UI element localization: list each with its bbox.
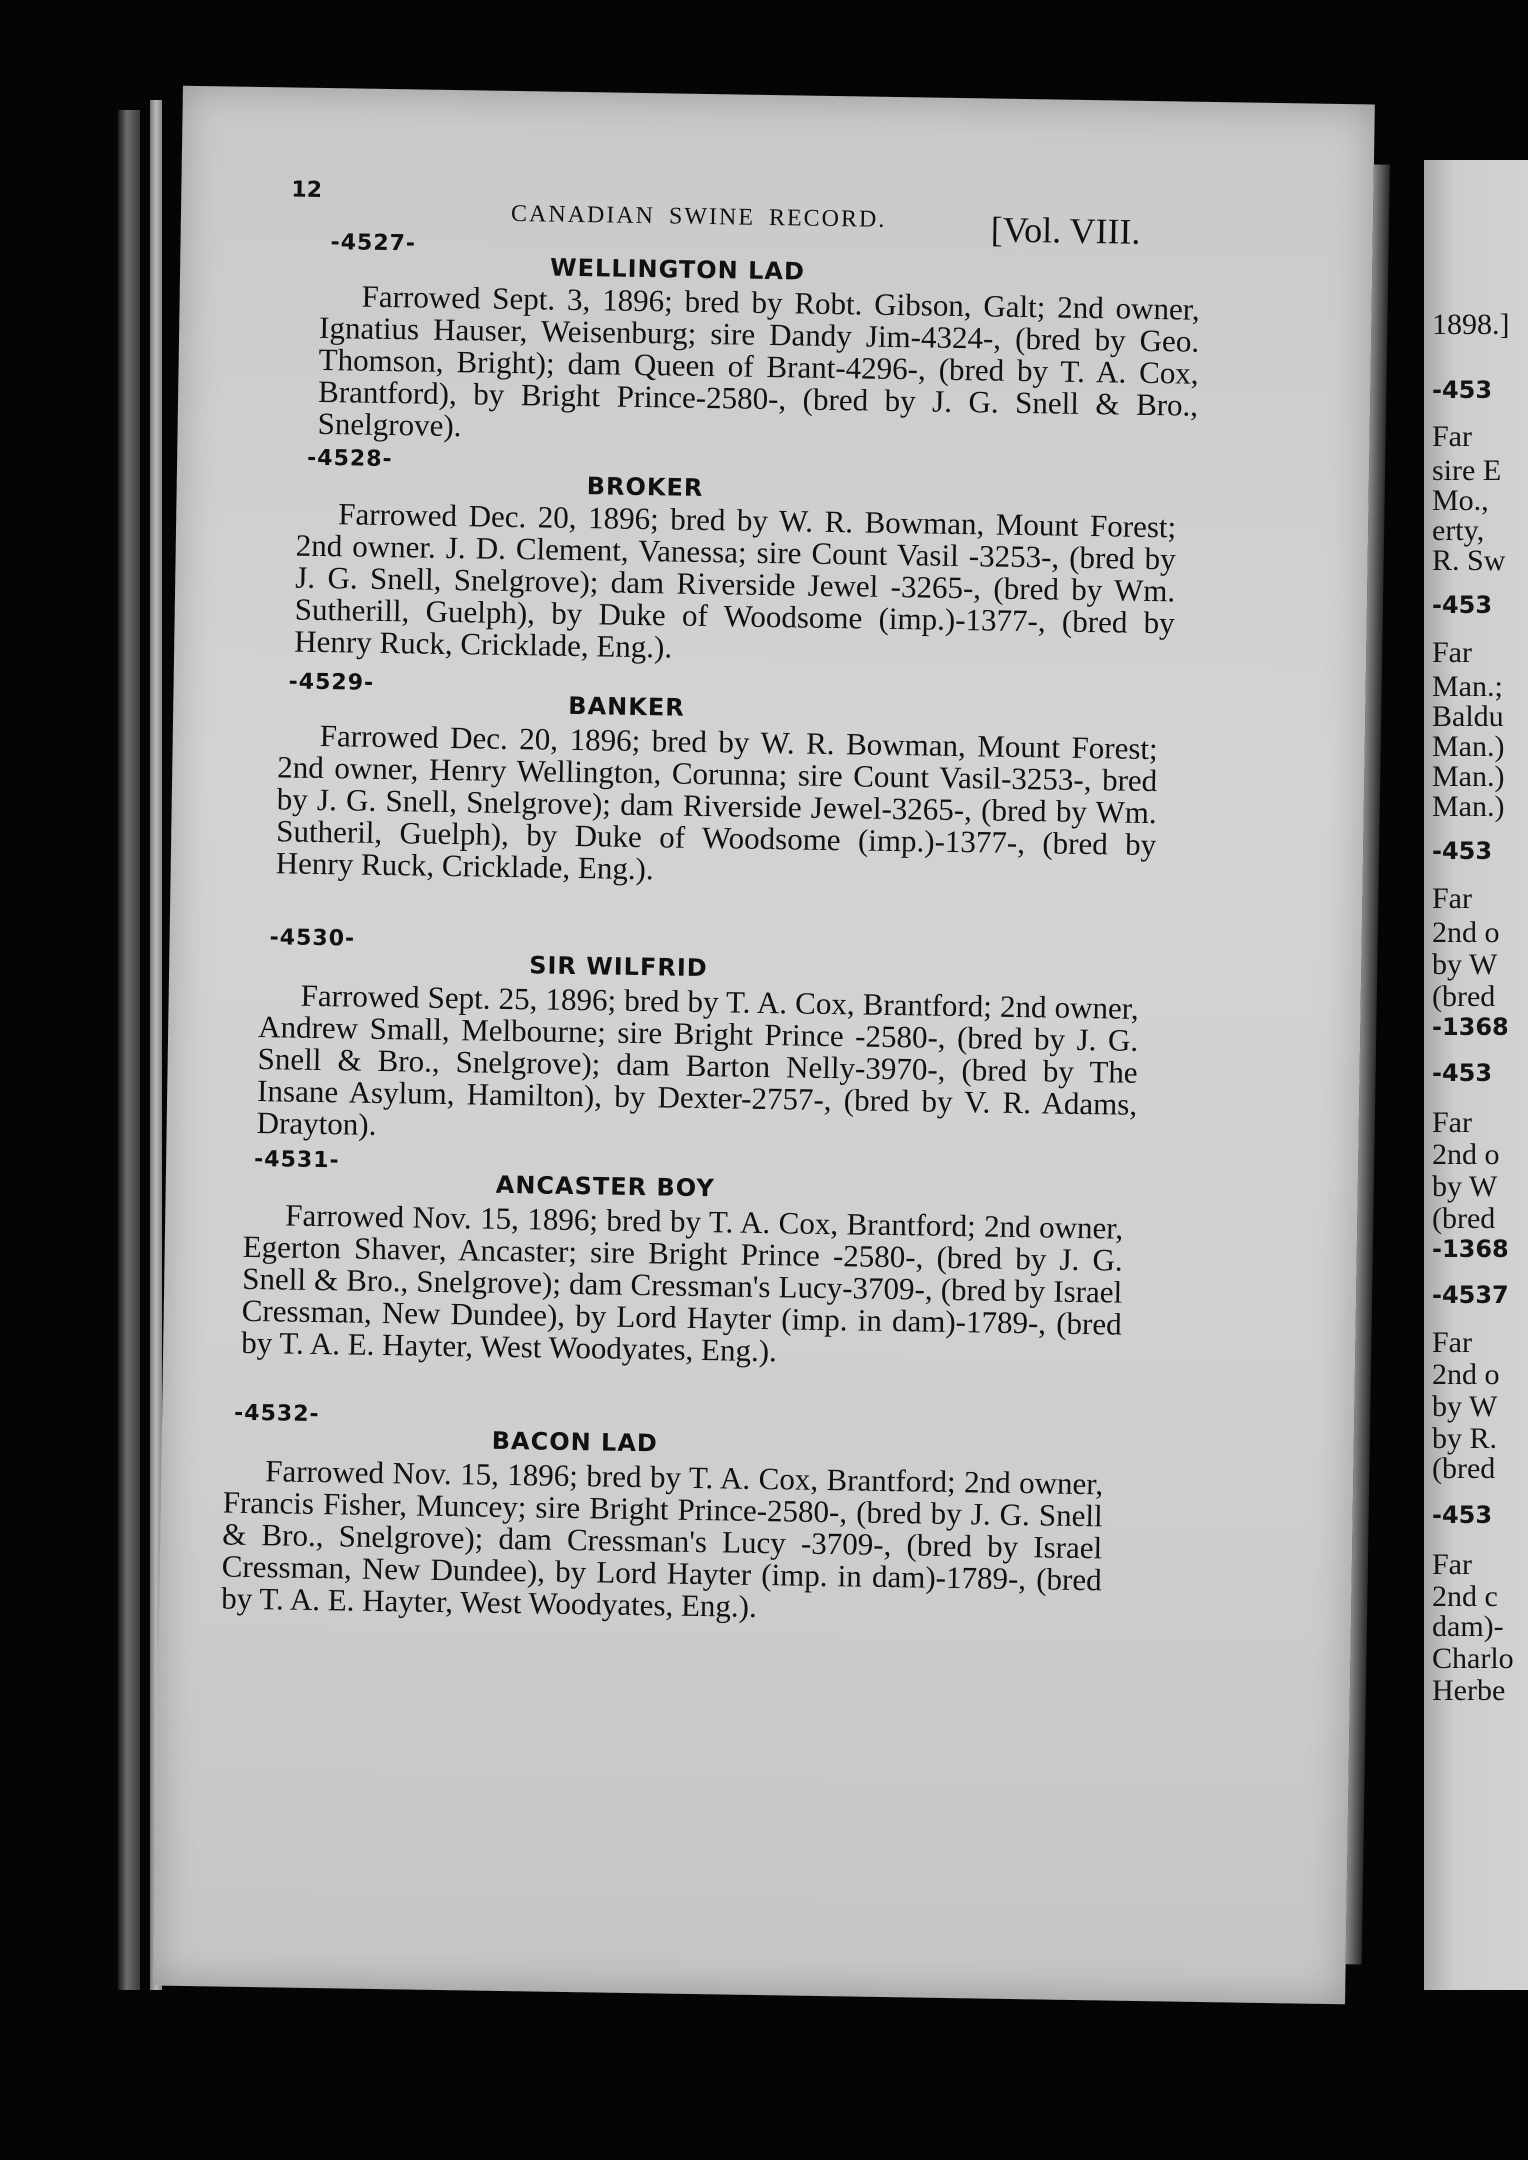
facing-page-line: 2nd o (1432, 1358, 1500, 1391)
facing-page-line: Far (1432, 882, 1472, 915)
entry-description: Farrowed Sept. 3, 1896; bred by Robt. Gibson, Galt; 2nd owner, Ignatius Hauser, Weisenburg; sire Dandy Jim-4324-, (bred by Geo. Thomson, Bright); dam Queen of Brant-4296-, (bred by T. A. Cox, Brantford), by Bright Prince-2580-, (bred by J. G. Snell & Bro., Snelgrove). (317, 278, 1200, 444)
facing-page-line: (bred (1432, 1452, 1496, 1485)
facing-page-line: -453 (1432, 591, 1493, 619)
facing-page-line: -1368 (1432, 1013, 1509, 1041)
facing-page-line: Far (1432, 636, 1472, 669)
page-number: 12 (291, 177, 323, 203)
entry-description: Farrowed Nov. 15, 1896; bred by T. A. Cox, Brantford; 2nd owner, Egerton Shaver, Ancaster; sire Bright Prince -2580-, (bred by J. G. Snell & Bro., Snelgrove); dam Cressman's Lucy-3709-, (bred by Israel Cressman, New Dundee), by Lord Hayter (imp. in dam)-1789-, (bred by T. A. E. Hayter, West Woodyates, Eng.). (240, 1197, 1124, 1369)
facing-page-line: Man.) (1432, 760, 1505, 793)
entry-name: WELLINGTON LAD (549, 253, 806, 286)
entry-number: -4532- (233, 1400, 320, 1428)
facing-page-line: R. Sw (1432, 544, 1506, 577)
page-content (153, 86, 1375, 2004)
facing-page-line: Man.) (1432, 790, 1505, 823)
facing-page-line: by R. (1432, 1422, 1498, 1455)
facing-page-line: -453 (1432, 1501, 1493, 1529)
facing-page-line: Far (1432, 420, 1472, 453)
facing-page-line: Far (1432, 1326, 1472, 1359)
facing-page-line: Man.) (1432, 730, 1505, 763)
entry-description: Farrowed Nov. 15, 1896; bred by T. A. Cox, Brantford; 2nd owner, Francis Fisher, Muncey; sire Bright Prince-2580-, (bred by J. G. Snell & Bro., Snelgrove); dam Cressman's Lucy -3709-, (bred by Israel Cressman, New Dundee), by Lord Hayter (imp. in dam)-1789-, (bred by T. A. E. Hayter, West Woodyates, Eng.). (220, 1453, 1104, 1624)
facing-page-line: by W (1432, 948, 1498, 981)
entry-number: -4529- (288, 669, 375, 696)
facing-page-line: -453 (1432, 837, 1493, 865)
facing-page-line: Charlo (1432, 1642, 1514, 1675)
entry-name: SIR WILFRID (529, 951, 708, 983)
entry-number: -4531- (253, 1147, 340, 1174)
volume-label: [Vol. VIII. (990, 209, 1141, 252)
facing-page-line: 1898.] (1432, 308, 1510, 341)
facing-page-line: -1368 (1432, 1235, 1509, 1263)
facing-page-line: -4537 (1432, 1281, 1509, 1309)
facing-page-line: dam)- (1432, 1610, 1504, 1643)
entry-description: Farrowed Dec. 20, 1896; bred by W. R. Bowman, Mount Forest; 2nd owner. J. D. Clement, Vanessa; sire Count Vasil -3253-, (bred by J. G. Snell, Snelgrove); dam Riverside Jewel -3265-, (bred by Wm. Sutherill, Guelph), by Duke of Woodsome (imp.)-1377-, (bred by Henry Ruck, Cricklade, Eng.). (294, 496, 1177, 665)
facing-page-line: 2nd o (1432, 1138, 1500, 1171)
running-title: CANADIAN SWINE RECORD. (510, 200, 887, 233)
entry-name: ANCASTER BOY (495, 1170, 715, 1203)
facing-page-line: Far (1432, 1106, 1472, 1139)
facing-page-line: 2nd c (1432, 1580, 1498, 1613)
left-page (153, 86, 1375, 2004)
facing-page-fragment (1424, 160, 1528, 1990)
entry-name: BROKER (586, 472, 704, 502)
facing-page-line: Far (1432, 1548, 1472, 1581)
facing-page-line: 2nd o (1432, 916, 1500, 949)
entry-name: BANKER (568, 691, 685, 722)
facing-page-line: (bred (1432, 980, 1496, 1013)
facing-page-line: Man.; (1432, 670, 1503, 703)
facing-page-line: -453 (1432, 376, 1493, 404)
entry-description: Farrowed Sept. 25, 1896; bred by T. A. Cox, Brantford; 2nd owner, Andrew Small, Melbourne; sire Bright Prince -2580-, (bred by J. G. Snell & Bro., Snelgrove); dam Barton Nelly-3970-, (bred by The Insane Asylum, Hamilton), by Dexter-2757-, (bred by V. R. Adams, Drayton). (256, 977, 1139, 1142)
facing-page-line: Herbe (1432, 1674, 1506, 1707)
facing-page-line: erty, (1432, 514, 1485, 547)
entry-number: -4530- (269, 925, 356, 952)
book-spine-shadow (118, 110, 140, 1990)
facing-page-line: sire E (1432, 454, 1502, 487)
facing-page-line: -453 (1432, 1059, 1493, 1087)
facing-page-line: by W (1432, 1170, 1498, 1203)
facing-page-line: (bred (1432, 1202, 1496, 1235)
entry-number: -4528- (306, 445, 393, 473)
facing-page-line: Baldu (1432, 700, 1504, 733)
entry-description: Farrowed Dec. 20, 1896; bred by W. R. Bowman, Mount Forest; 2nd owner, Henry Wellington, Corunna; sire Count Vasil-3253-, bred by J. G. Snell, Snelgrove); dam Riverside Jewel-3265-, (bred by Wm. Sutheril, Guelph), by Duke of Woodsome (imp.)-1377-, (bred by Henry Ruck, Cricklade, Eng.). (275, 717, 1158, 887)
entry-number: -4527- (330, 230, 417, 257)
facing-page-line: by W (1432, 1390, 1498, 1423)
entry-name: BACON LAD (491, 1426, 659, 1458)
facing-page-line: Mo., (1432, 484, 1489, 517)
